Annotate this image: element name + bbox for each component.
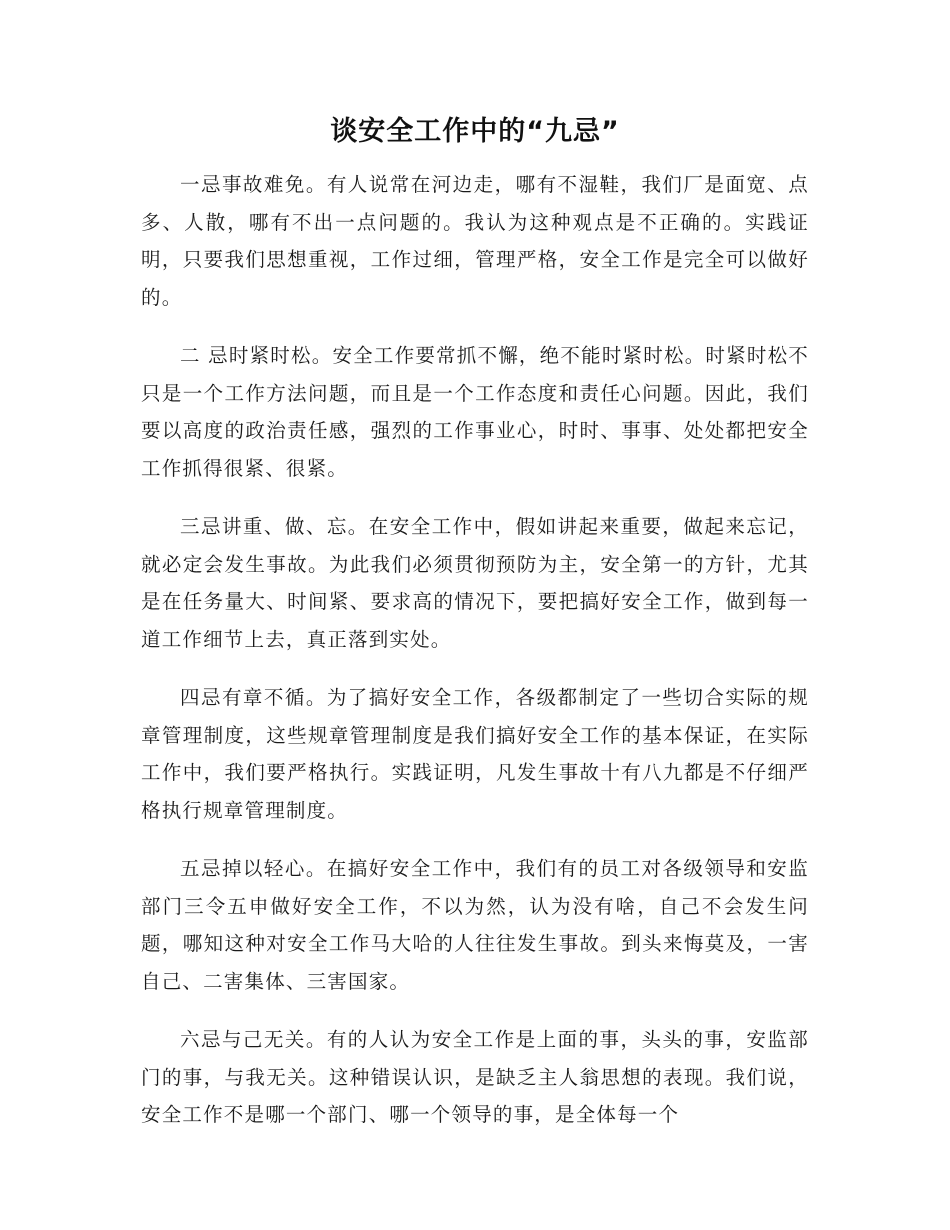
paragraph-6: 六忌与己无关。有的人认为安全工作是上面的事，头头的事，安监部门的事，与我无关。这种错误认识，是缺乏主人翁思想的表现。我们说，安全工作不是哪一个部门、哪一个领导的事，是全体每一个 <box>141 1028 809 1126</box>
paragraph-2: 二 忌时紧时松。安全工作要常抓不懈，绝不能时紧时松。时紧时松不只是一个工作方法问题，而且是一个工作态度和责任心问题。因此，我们要以高度的政治责任感，强烈的工作事业心，时时、事事、处处都把安全工作抓得很紧、很紧。 <box>141 344 809 480</box>
paragraph-1: 一忌事故难免。有人说常在河边走，哪有不湿鞋，我们厂是面宽、点多、人散，哪有不出一点问题的。我认为这种观点是不正确的。实践证明，只要我们思想重视，工作过细，管理严格，安全工作是完全可以做好的。 <box>141 173 809 309</box>
document-title: 谈安全工作中的“九忌” <box>330 116 620 147</box>
document-body <box>141 112 809 1155</box>
paragraph-5: 五忌掉以轻心。在搞好安全工作中，我们有的员工对各级领导和安监部门三令五申做好安全工作，不以为然，认为没有啥，自己不会发生问题，哪知这种对安全工作马大哈的人往往发生事故。到头来悔莫及，一害自己、二害集体、三害国家。 <box>141 857 809 993</box>
paragraph-4: 四忌有章不循。为了搞好安全工作，各级都制定了一些切合实际的规章管理制度，这些规章管理制度是我们搞好安全工作的基本保证，在实际工作中，我们要严格执行。实践证明，凡发生事故十有八九都是不仔细严格执行规章管理制度。 <box>141 686 809 822</box>
paragraph-3: 三忌讲重、做、忘。在安全工作中，假如讲起来重要，做起来忘记，就必定会发生事故。为此我们必须贯彻预防为主，安全第一的方针，尤其是在任务量大、时间紧、要求高的情况下，要把搞好安全工作，做到每一道工作细节上去，真正落到实处。 <box>141 515 809 651</box>
